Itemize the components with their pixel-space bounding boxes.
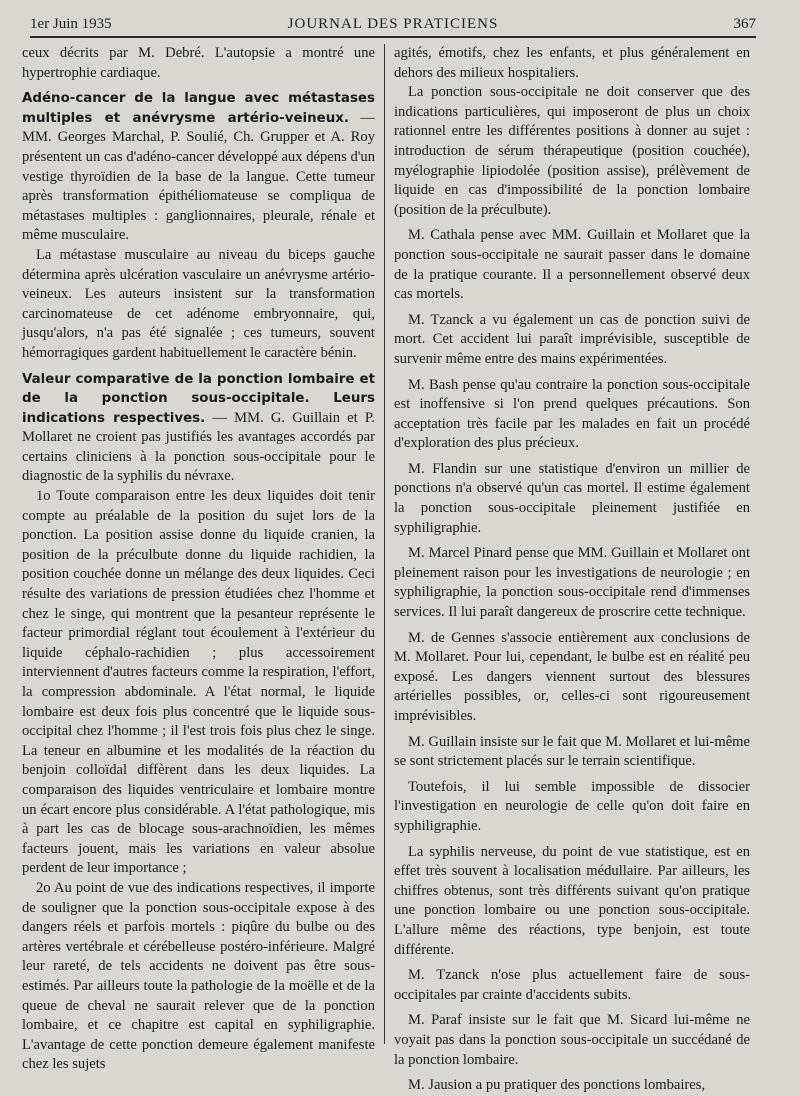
right-column: [394, 44, 750, 1094]
paragraph: M. Jausion a pu pratiquer des ponctions lombaires,: [408, 1077, 706, 1094]
paragraph: La ponction sous-occipitale ne doit conserver que des indications particulières, qui imposeront de plus un choix rationnel entre les différentes positions à donner au sujet : introduction de sérum thérapeutique (position couchée), myélographie lipiodolée (position assise), prélèvement de liquide en cas d'impossibilité de la ponction lombaire (position de la préculbute).: [394, 84, 750, 218]
section-ponction: [22, 370, 375, 488]
section-title: Valeur comparative de la ponction lombaire et de la ponction sous-occipitale. Leurs indications respectives.: [22, 371, 375, 426]
paragraph: La syphilis nerveuse, du point de vue statistique, est en effet très souvent à localisation médullaire. Par ailleurs, les chiffres obtenus, sont très différents suivant qu'on pratique une ponction lombaire ou une ponction sous-occipitale. L'allure même des réactions, type benjoin, est toute différente.: [394, 843, 750, 958]
running-header: [30, 14, 756, 38]
paragraph: M. Marcel Pinard pense que MM. Guillain et Mollaret ont pleinement raison pour les investigations de neurologie ; en syphiligraphie, la ponction sous-occipitale rend d'immenses services. Il lui paraît dangereux de proscrire cette technique.: [394, 545, 750, 621]
paragraph: La métastase musculaire au niveau du biceps gauche détermina après ulcération vasculaire un anévrysme artério-veineux. Les auteurs insistent sur la transformation carcinomateuse de cet adénome embryonnaire, qui, jusqu'alors, n'a pas été signalée ; ces tumeurs, souvent hémorragiques gardent habituellement le caractère bénin.: [22, 246, 375, 361]
paragraph: ceux décrits par M. Debré. L'autopsie a montré une hypertrophie cardiaque.: [22, 45, 375, 81]
section-adeno-cancer: [22, 89, 375, 246]
paragraph: M. Guillain insiste sur le fait que M. Mollaret et lui-même se sont strictement placés sur le terrain scientifique.: [394, 733, 750, 770]
paragraph: M. Paraf insiste sur le fait que M. Sicard lui-même ne voyait pas dans la ponction sous-occipitale un succédané de la ponction lombaire.: [394, 1012, 750, 1068]
left-column: [22, 44, 376, 1073]
section-title: Adéno-cancer de la langue avec métastases multiples et anévrysme artério-veineux.: [22, 91, 375, 126]
paragraph: M. Bash pense qu'au contraire la ponction sous-occipitale est inoffensive si l'on prend quelques précautions. Son acceptation très facile par les malades en fait un procédé d'exploration des plus précieux.: [394, 376, 750, 452]
column-divider: [384, 44, 385, 1044]
paragraph: M. de Gennes s'associe entièrement aux conclusions de M. Mollaret. Pour lui, cependant, le bulbe est en réalité peu exposé. Les dangers viennent surtout des blessures artérielles possibles, or, celles-ci sont rigoureusement imprévisibles.: [394, 629, 750, 724]
issue-date: 1er Juin 1935: [30, 16, 112, 32]
paragraph: 2o Au point de vue des indications respectives, il importe de souligner que la ponction sous-occipitale expose à des dangers réels et parfois mortels : piqûre du bulbe ou des artères vertébrale et cérébelleuse postéro-inférieure. Malgré leur rareté, de tels accidents ne doivent pas être sous-estimés. Par ailleurs toute la pathologie de la moëlle et de la queue de cheval ne saurait relever que de la ponction lombaire, et ce chapitre est capital en syphiligraphie. L'avantage de cette ponction demeure également manifeste chez les sujets: [22, 879, 375, 1073]
paragraph: M. Tzanck a vu également un cas de ponction suivi de mort. Cet accident lui paraît imprévisible, susceptible de survenir même entre des mains expérimentées.: [394, 311, 750, 367]
page-number: 367: [733, 16, 756, 32]
paragraph: 1o Toute comparaison entre les deux liquides doit tenir compte au préalable de la position du sujet lors de la ponction. La position assise donne du liquide cranien, la position de la préculbute donne du liquide rachidien, la position couchée donne un mélange des deux liquides. Ceci résulte des variations de pression étudiées chez l'homme et chez le singe, qui montrent que la pesanteur représente le facteur primordial réglant tout écoulement à l'extérieur du liquide céphalo-rachidien ; plus accessoirement interviennent d'autres facteurs comme la respiration, l'effort, la compression abdominale. A l'état normal, le liquide lombaire est deux fois plus concentré que le liquide sous-occipital chez l'homme ; il l'est trois fois plus chez le singe. La teneur en albumine et les modalités de la réaction du benjoin colloïdal diffèrent dans les deux liquides. La comparaison des liquides ventriculaire et lombaire montre un écart encore plus considérable. A l'état pathologique, mis à part les cas de blocage sous-arachnoïdien, les mêmes facteurs jouent, mais les variations en valeur absolue perdent de leur importance ;: [22, 488, 375, 877]
paragraph: Toutefois, il lui semble impossible de dissocier l'investigation en neurologie de celle qu'on doit faire en syphiligraphie.: [394, 778, 750, 834]
paragraph: M. Tzanck n'ose plus actuellement faire de sous-occipitales par crainte d'accidents subits.: [394, 967, 750, 1003]
paragraph: — MM. Georges Marchal, P. Soulié, Ch. Grupper et A. Roy présentent un cas d'adéno-cancer développé aux dépens d'un vestige thyroïdien de la base de la langue. Cette tumeur après transformation épithéliomateuse se compliqua de métastases multiples : ganglionnaires, pleurale, rénale et même musculaire.: [22, 109, 376, 244]
paragraph: M. Flandin sur une statistique d'environ un millier de ponctions n'a observé qu'un cas mortel. Il estime également la ponction sous-occipitale pleinement justifiée en syphiligraphie.: [394, 460, 750, 536]
paragraph: — MM. G. Guillain et P. Mollaret ne croient pas justifiés les avantages accordés par certains cliniciens à la ponction sous-occipitale pour le diagnostic de la syphilis du névraxe.: [22, 409, 376, 485]
journal-title: JOURNAL DES PRATICIENS: [287, 16, 499, 32]
paragraph: M. Cathala pense avec MM. Guillain et Mollaret que la ponction sous-occipitale ne saurait passer dans le domaine de la pratique courante. Il a personnellement observé deux cas mortels.: [394, 227, 750, 303]
paragraph: agités, émotifs, chez les enfants, et plus généralement en dehors des milieux hospitaliers.: [394, 45, 750, 81]
